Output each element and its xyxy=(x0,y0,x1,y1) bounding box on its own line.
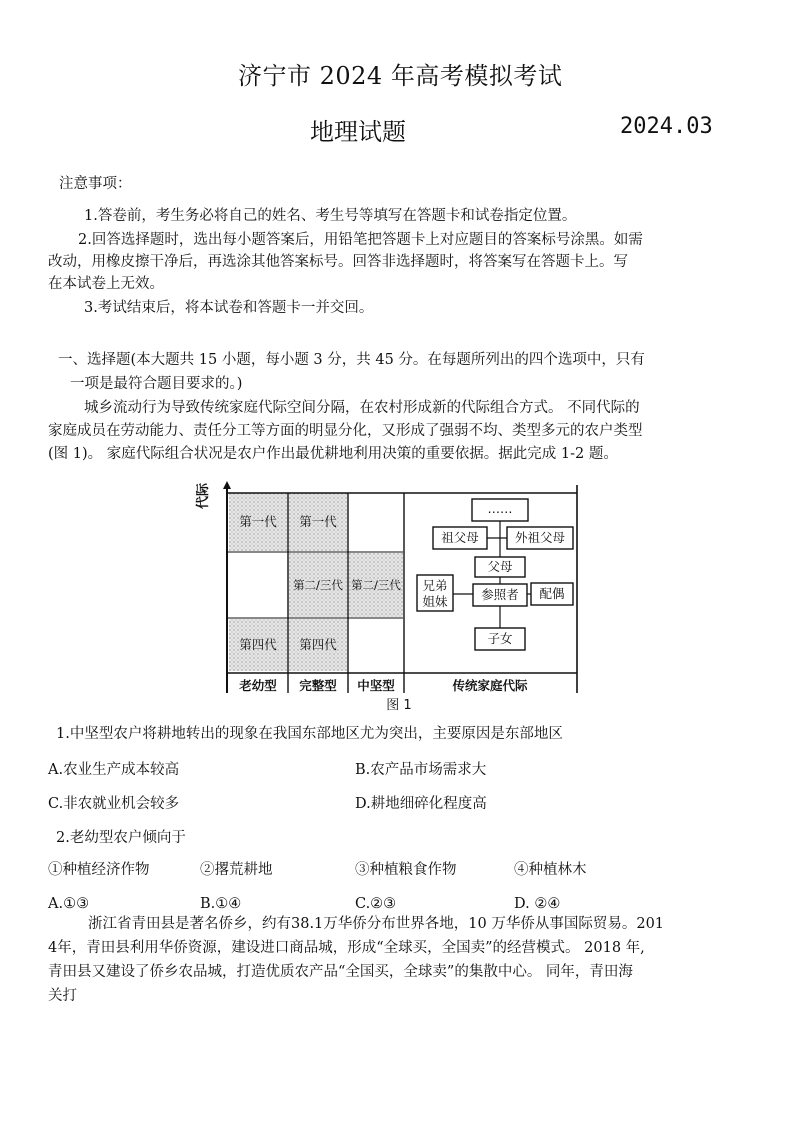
label-gen23-c: 第二/三代 xyxy=(351,578,401,592)
type-label: 中坚型 xyxy=(357,678,395,693)
question-2-item: ②撂荒耕地 xyxy=(200,862,273,878)
label-gen23-b: 第二/三代 xyxy=(293,578,343,592)
question-1-option-a: A.农业生产成本较高 xyxy=(48,762,180,778)
figure-1 xyxy=(196,481,585,713)
label-gen1-a: 第一代 xyxy=(239,514,277,529)
question-2-item: ③种植粮食作物 xyxy=(355,862,457,878)
question-2-option-b: B.①④ xyxy=(200,896,242,912)
section-heading-cont: 一项是最符合题目要求的。) xyxy=(70,376,243,392)
label-gen1-b: 第一代 xyxy=(299,514,337,529)
question-2-item: ①种植经济作物 xyxy=(48,862,150,878)
tree-self-label: 参照者 xyxy=(481,587,519,602)
question-2-option-c: C.②③ xyxy=(355,896,397,912)
question-2-option-a: A.①③ xyxy=(48,896,90,912)
question-1-option-c: C.非农就业机会较多 xyxy=(48,796,180,812)
notice-item: 2.回答选择题时，选出每小题答案后，用铅笔把答题卡上对应题目的答案标号涂黑。如需 xyxy=(78,232,643,248)
passage-line: (图 1)。 家庭代际组合状况是农户作出最优耕地利用决策的重要依据。据此完成 1-2 题。 xyxy=(48,446,618,462)
tree-maternal-grandparents-label: 外祖父母 xyxy=(514,530,566,545)
passage-line: 青田县又建设了侨乡农品城，打造优质农产品“全国买，全球卖”的集散中心。 同年，青田海 xyxy=(48,964,633,980)
tree-spouse-label: 配偶 xyxy=(539,586,565,601)
passage-line: 家庭成员在劳动能力、责任分工等方面的明显分化，又形成了强弱不均、类型多元的农户类型 xyxy=(48,423,643,439)
type-label: 完整型 xyxy=(299,678,337,693)
notice-heading: 注意事项： xyxy=(59,176,132,192)
notice-item: 3.考试结束后，将本试卷和答题卡一并交回。 xyxy=(84,300,374,316)
passage-line: 关打 xyxy=(48,988,77,1004)
label-gen4-b: 第四代 xyxy=(299,637,337,652)
question-1-option-b: B.农产品市场需求大 xyxy=(355,762,487,778)
tree-top-label: …… xyxy=(487,501,513,516)
y-axis-label-1: 代际 xyxy=(196,482,211,509)
figure-caption: 图 1 xyxy=(386,698,412,713)
subject-title: 地理试题 xyxy=(310,118,406,146)
passage-line: 浙江省青田县是著名侨乡，约有38.1万华侨分布世界各地，10 万华侨从事国际贸易。201 xyxy=(88,916,665,932)
type-label: 老幼型 xyxy=(239,678,277,693)
question-1-stem: 1.中坚型农户将耕地转出的现象在我国东部地区尤为突出，主要原因是东部地区 xyxy=(56,726,563,742)
notice-item: 改动，用橡皮擦干净后，再选涂其他答案标号。回答非选择题时，将答案写在答题卡上。写 xyxy=(48,254,628,270)
notice-item: 在本试卷上无效。 xyxy=(48,276,164,292)
tree-parents-label: 父母 xyxy=(487,559,513,574)
tree-siblings-label-2: 姐妹 xyxy=(422,594,448,609)
question-2-stem: 2.老幼型农户倾向于 xyxy=(56,830,186,846)
type-label: 传统家庭代际 xyxy=(452,678,528,693)
exam-date: 2024.03 xyxy=(620,114,713,139)
notice-item: 1.答卷前，考生务必将自己的姓名、考生号等填写在答题卡和试卷指定位置。 xyxy=(84,208,577,224)
label-gen4-a: 第四代 xyxy=(239,637,277,652)
exam-title: 济宁市 2024 年高考模拟考试 xyxy=(238,62,563,90)
question-2-item: ④种植林木 xyxy=(514,862,587,878)
tree-grandparents-label: 祖父母 xyxy=(441,530,479,545)
y-axis-arrow xyxy=(223,481,231,489)
passage-line: 城乡流动行为导致传统家庭代际空间分隔，在农村形成新的代际组合方式。 不同代际的 xyxy=(84,400,640,416)
section-heading: 一、选择题(本大题共 15 小题，每小题 3 分，共 45 分。在每题所列出的四个选项中，只有 xyxy=(58,352,645,368)
question-1-option-d: D.耕地细碎化程度高 xyxy=(355,796,487,812)
question-2-option-d: D. ②④ xyxy=(514,896,561,912)
tree-children-label: 子女 xyxy=(487,631,513,646)
passage-line: 4年，青田县利用华侨资源，建设进口商品城，形成“全球买，全国卖”的经营模式。 2018 年, xyxy=(48,940,645,956)
family-generation-diagram xyxy=(196,481,585,713)
tree-siblings-label-1: 兄弟 xyxy=(422,578,448,593)
